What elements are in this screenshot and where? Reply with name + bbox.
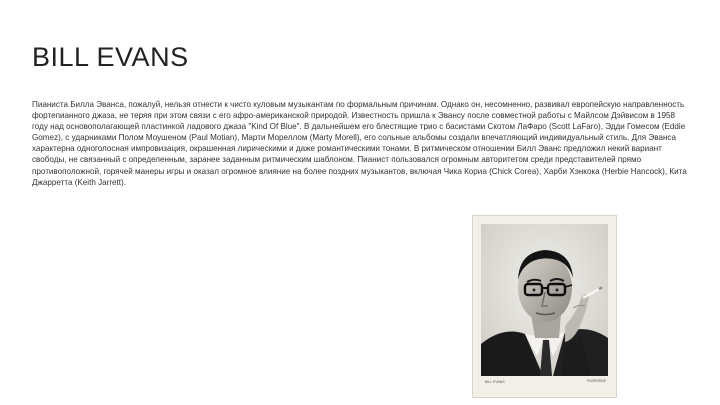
portrait-photo: [473, 216, 616, 397]
photo-caption-label: RIVERSIDE: [587, 379, 606, 383]
slide-paragraph: Пианиста Билла Эванса, пожалуй, нельзя отнести к чисто куловым музыкантам по формальным причинам. Однако он, несомненно, развивал европейскую направленность фортепианного джаза, не теряя при этом связи с его афро-американской природой. Известность пришла к Эвансу после совместной работы с Майлсом Дэйвисом в 1958 году над основополагающей пластинкой ладового джаза "Kind Of Blue". В дальнейшем его блестящие трио с басистами Скотом ЛаФаро (Scott LaFaro), Эдди Гомесом (Eddie Gomez), с ударниками Полом Моушеном (Paul Motian), Марти Мореллом (Marty Morell), его сольные альбомы создали впечатляющий индивидуальный стиль. Для Эванса характерна одноголосная импровизация, окрашенная лирическими и даже романтическими тонами. В ритмическом отношении Билл Эванс предложил некий вариант свободы, не связанный с определенным, заранее заданным ритмическим шаблоном. Пианист пользовался огромным авторитетом среди представителей прямо противоположной, горячей манеры игры и оказал огромное влияние на более поздних музыкантов, включая Чика Кориа (Chick Corea), Харби Хэнкока (Herbie Hancock), Кита Джарретта (Keith Jarrett).: [32, 100, 687, 187]
slide-title: BILL EVANS: [32, 42, 189, 72]
photo-caption-name: BILL EVANS: [485, 380, 505, 384]
portrait-illustration: [473, 216, 616, 397]
